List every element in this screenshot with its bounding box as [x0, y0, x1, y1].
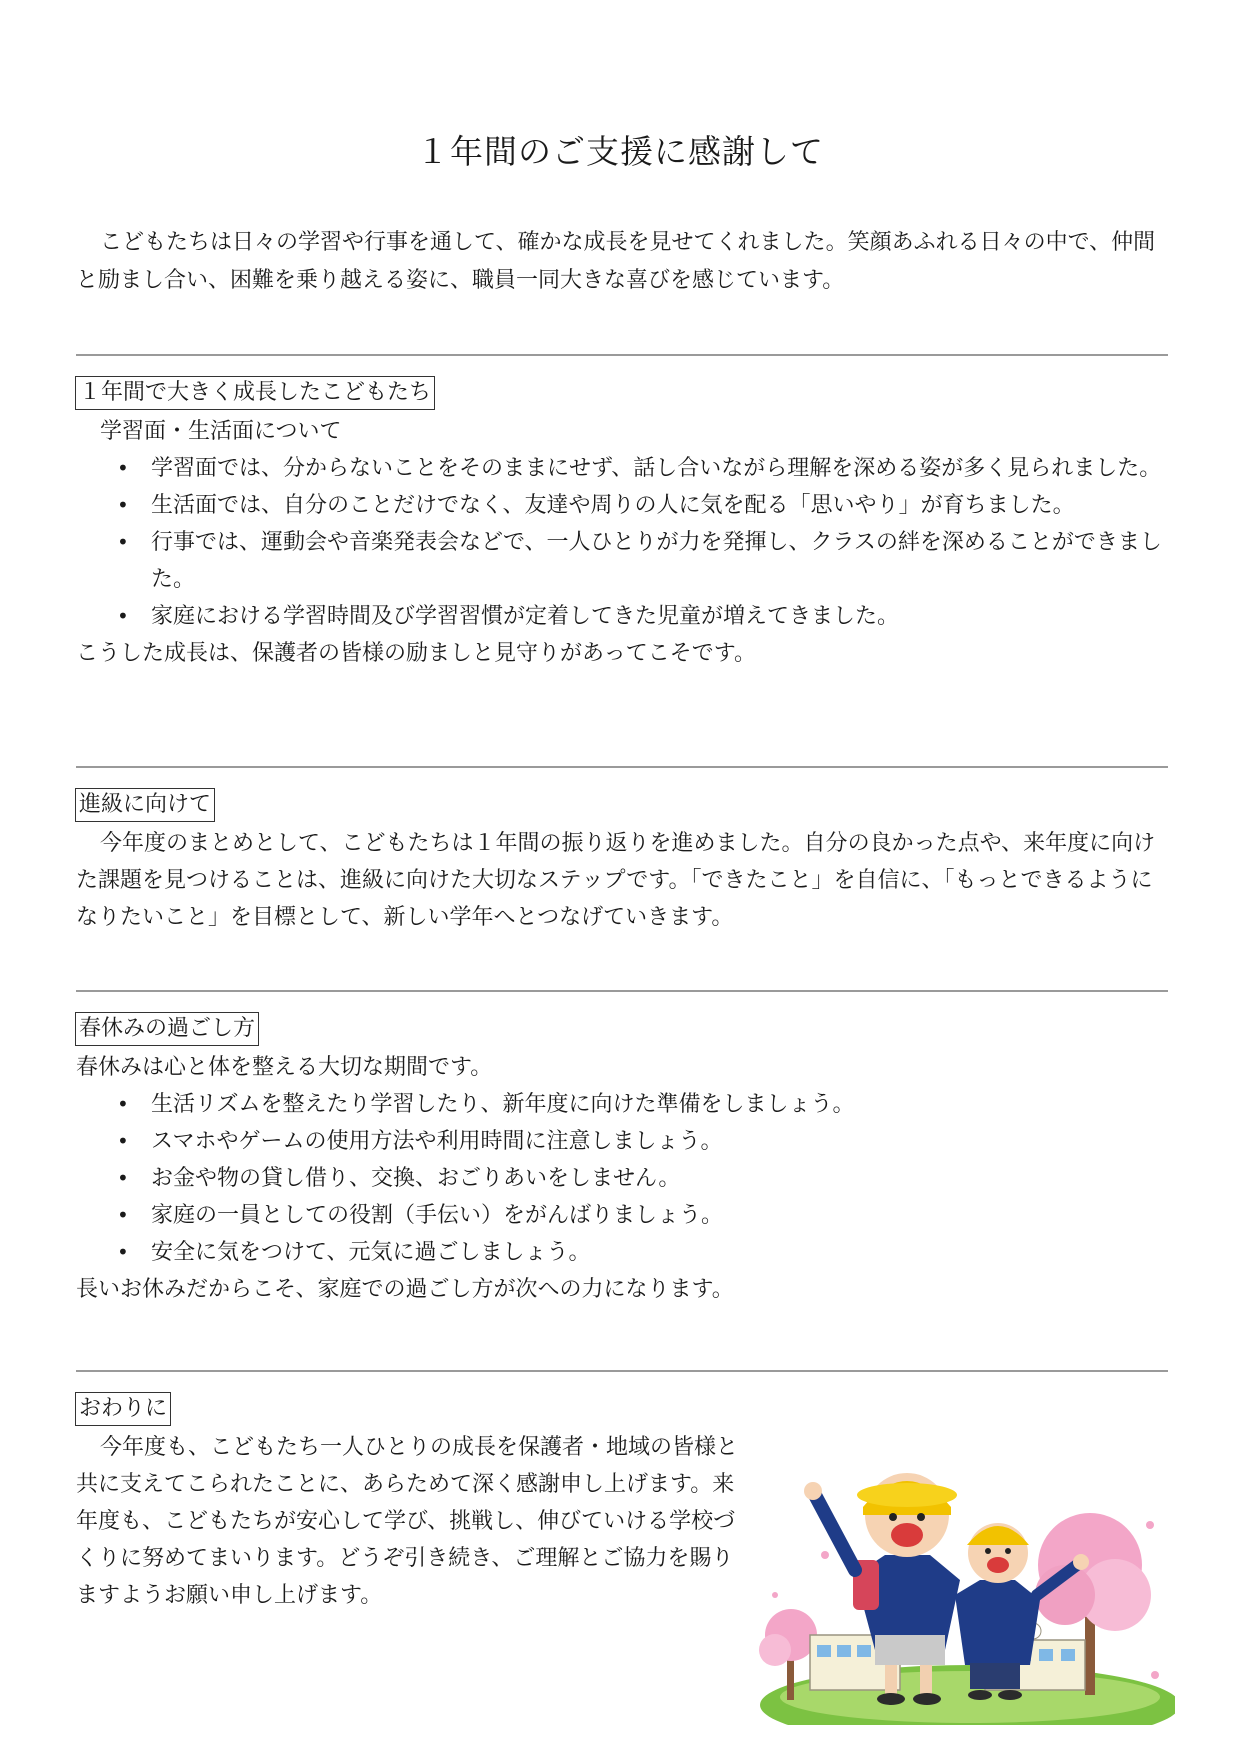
section-heading-growth: １年間で大きく成長したこどもたち — [75, 376, 435, 410]
growth-closing: こうした成長は、保護者の皆様の励ましと見守りがあってこそです。 — [76, 641, 757, 666]
spring-list — [76, 1086, 1171, 1271]
list-item: • スマホやゲームの使用方法や利用時間に注意しましょう。 — [151, 1123, 1171, 1160]
list-item: • お金や物の貸し借り、交換、おごりあいをしません。 — [151, 1160, 1171, 1197]
growth-subheading: 学習面・生活面について — [100, 419, 342, 444]
list-item: • 生活リズムを整えたり学習したり、新年度に向けた準備をしましょう。 — [151, 1086, 1171, 1123]
intro-paragraph: こどもたちは日々の学習や行事を通して、確かな成長を見せてくれました。笑顔あふれる日々の中で、仲間と励まし合い、困難を乗り越える姿に、職員一同大きな喜びを感じています。 — [76, 230, 1156, 293]
section-promotion — [76, 786, 1171, 936]
list-item: • 安全に気をつけて、元気に過ごしましょう。 — [151, 1234, 1171, 1271]
list-item: • 家庭の一員としての役割（手伝い）をがんばりましょう。 — [151, 1197, 1171, 1234]
section-heading-spring: 春休みの過ごし方 — [75, 1012, 259, 1046]
divider — [76, 354, 1168, 356]
page-title: １年間のご支援に感謝して — [416, 132, 824, 171]
ending-paragraph: 今年度も、こどもたち一人ひとりの成長を保護者・地域の皆様と共に支えてこられたことに、あらためて深く感謝申し上げます。来年度も、こどもたちが安心して学び、挑戦し、伸びていける学校づくりに努めてまいります。どうぞ引き続き、ご理解とご協力を賜りますようお願い申し上げます。 — [76, 1435, 739, 1608]
section-growth — [76, 374, 1171, 672]
section-heading-promotion: 進級に向けて — [75, 788, 215, 822]
school-children-illustration — [755, 1435, 1175, 1725]
list-item: • 行事では、運動会や音楽発表会などで、一人ひとりが力を発揮し、クラスの絆を深めることができました。 — [151, 524, 1171, 598]
divider — [76, 990, 1168, 992]
divider — [76, 1370, 1168, 1372]
list-item: • 学習面では、分からないことをそのままにせず、話し合いながら理解を深める姿が多く見られました。 — [151, 450, 1171, 487]
growth-list — [76, 450, 1171, 635]
section-heading-ending: おわりに — [75, 1392, 171, 1426]
spring-closing: 長いお休みだからこそ、家庭での過ごし方が次への力になります。 — [76, 1277, 734, 1302]
list-item: • 生活面では、自分のことだけでなく、友達や周りの人に気を配る「思いやり」が育ちました。 — [151, 487, 1171, 524]
promotion-paragraph: 今年度のまとめとして、こどもたちは１年間の振り返りを進めました。自分の良かった点や、来年度に向けた課題を見つけることは、進級に向けた大切なステップです。「できたこと」を自信に、「もっとできるようになりたいこと」を目標として、新しい学年へとつなげていきます。 — [76, 831, 1156, 930]
list-item: • 家庭における学習時間及び学習習慣が定着してきた児童が増えてきました。 — [151, 598, 1171, 635]
section-spring-break — [76, 1010, 1171, 1308]
spring-lead: 春休みは心と体を整える大切な期間です。 — [76, 1055, 493, 1080]
divider — [76, 766, 1168, 768]
